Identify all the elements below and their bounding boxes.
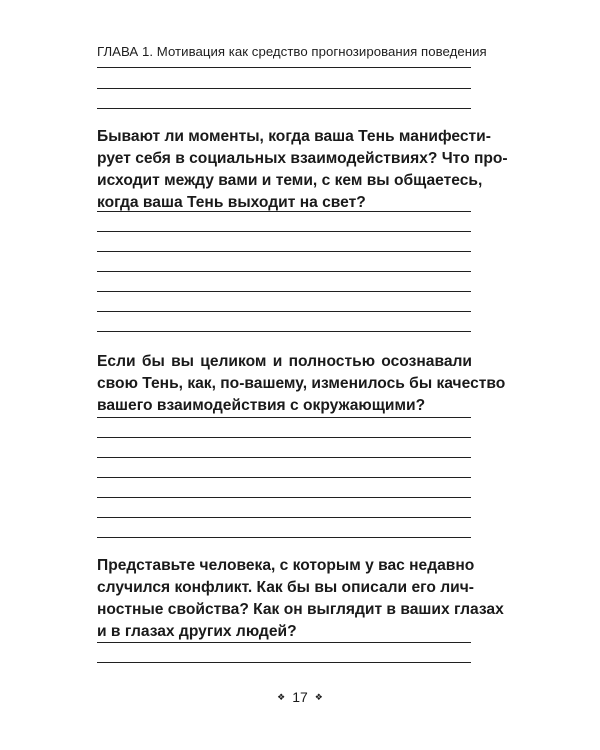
question-line: рует себя в социальных взаимодействиях? Что про- (97, 150, 508, 167)
answer-line (97, 437, 471, 438)
question-line: и в глазах других людей? (97, 623, 297, 640)
answer-line (97, 457, 471, 458)
question-line: случился конфликт. Как бы вы описали его лич- (97, 579, 474, 596)
question-line: Представьте человека, с которым у вас недавно (97, 557, 475, 574)
question-line: когда ваша Тень выходит на свет? (97, 194, 366, 211)
answer-line (97, 291, 471, 292)
question-line: Бывают ли моменты, когда ваша Тень манифести- (97, 128, 491, 145)
answer-line (97, 108, 471, 109)
diamond-ornament-icon: ❖ (314, 692, 323, 702)
answer-line (97, 537, 471, 538)
question-line: исходит между вами и теми, с кем вы общаетесь, (97, 172, 483, 189)
page-number: 17 (292, 689, 308, 705)
running-head: ГЛАВА 1. Мотивация как средство прогнозирования поведения (97, 44, 487, 59)
question-3 (97, 555, 504, 643)
answer-line (97, 311, 471, 312)
answer-line (97, 477, 471, 478)
answer-line (97, 88, 471, 89)
question-line: ностные свойства? Как он выглядит в ваших глазах (97, 601, 504, 618)
question-2 (97, 351, 506, 417)
answer-line (97, 642, 471, 643)
question-line: свою Тень, как, по-вашему, изменилось бы качество (97, 375, 506, 392)
question-line: вашего взаимодействия с окружающими? (97, 397, 426, 414)
answer-line (97, 67, 471, 68)
answer-line (97, 497, 471, 498)
answer-line (97, 271, 471, 272)
diamond-ornament-icon: ❖ (277, 692, 286, 702)
answer-line (97, 417, 471, 418)
question-1 (97, 126, 508, 214)
question-line: Если бы вы целиком и полностью осознавали (97, 353, 472, 370)
answer-line (97, 517, 471, 518)
answer-line (97, 211, 471, 212)
answer-line (97, 251, 471, 252)
page-footer (0, 689, 600, 705)
answer-line (97, 662, 471, 663)
answer-line (97, 231, 471, 232)
answer-line (97, 331, 471, 332)
